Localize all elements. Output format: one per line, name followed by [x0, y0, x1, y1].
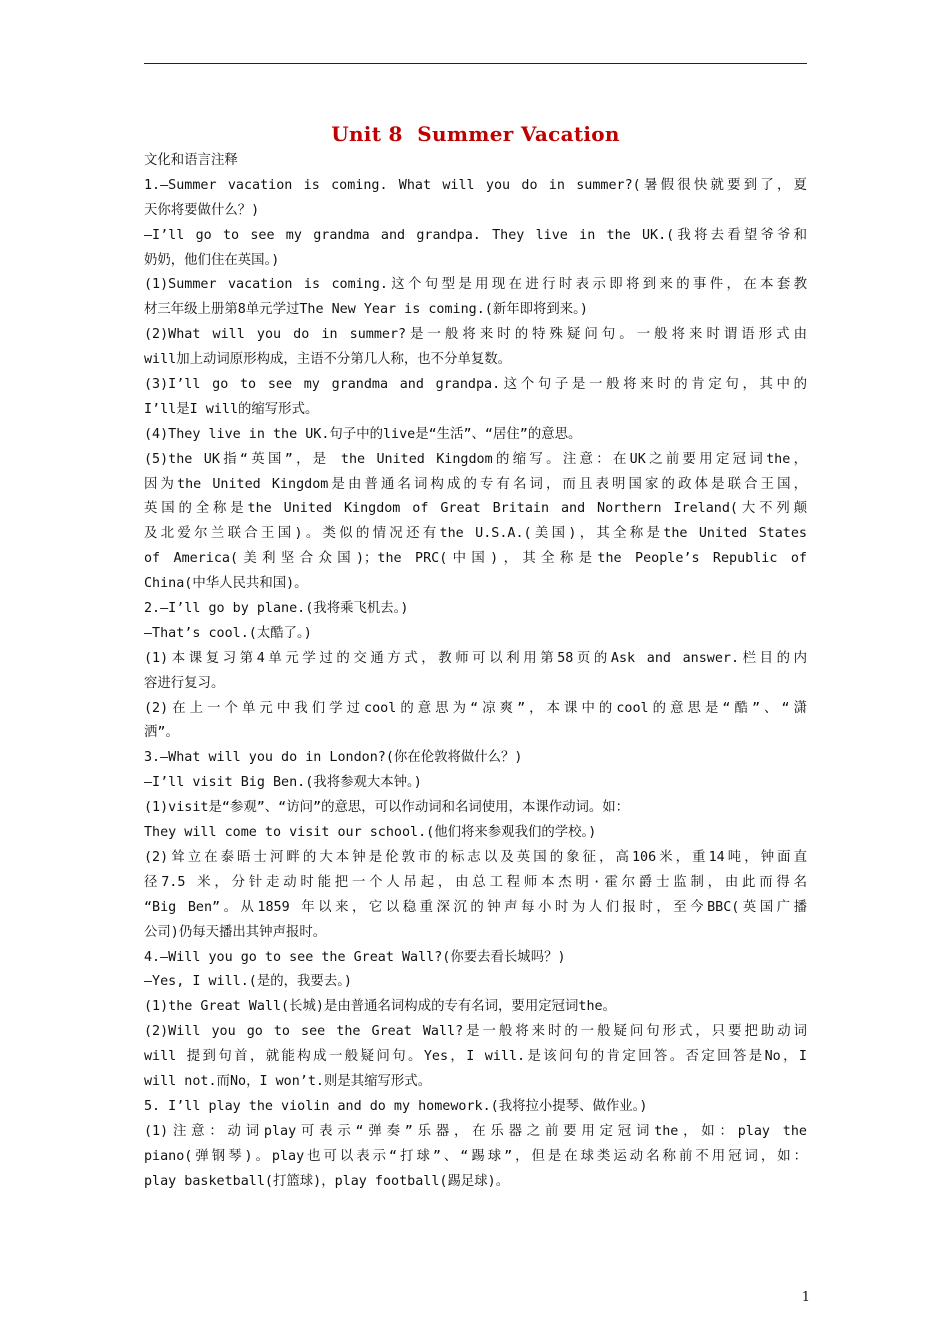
text-line: 2.—I’ll go by plane.(我将乘飞机去。) [144, 601, 409, 617]
text-line: (1)Summer vacation is coming.这个句型是用现在进行时表示即将到来的事件，在本套教 [144, 277, 807, 293]
text-line: 英国的全称是the United Kingdom of Great Britain and Northern Ireland(大不列颠 [144, 501, 807, 517]
document-body [144, 149, 807, 1194]
text-line: 公司)仍每天播出其钟声报时。 [144, 924, 327, 940]
text-line: (4)They live in the UK.句子中的live是“生活”、“居住”的意思。 [144, 426, 582, 442]
text-line: 文化和语言注释 [144, 153, 238, 168]
text-line: —That’s cool.(太酷了。) [144, 625, 312, 641]
text-line: 材三年级上册第8单元学过The New Year is coming.(新年即将到来。) [144, 302, 588, 318]
text-line: 因为the United Kingdom是由普通名词构成的专有名词，而且表明国家的政体是联合王国， [144, 476, 807, 492]
text-line: (3)I’ll go to see my grandma and grandpa.这个句子是一般将来时的肯定句，其中的 [144, 377, 807, 393]
text-line: 径7.5 米，分针走动时能把一个人吊起，由总工程师本杰明·霍尔爵士监制，由此而得名 [144, 874, 807, 890]
text-line: 3.—What will you do in London?(你在伦敦将做什么？) [144, 750, 523, 766]
text-line: (5)the UK指“英国”，是 the United Kingdom的缩写。注意：在UK之前要用定冠词the， [144, 451, 807, 467]
text-line: 容进行复习。 [144, 675, 225, 691]
text-line: piano(弹钢琴)。play也可以表示“打球”、“踢球”，但是在球类运动名称前不用冠词，如： [144, 1148, 807, 1164]
text-line: will not.而No，I won’t.则是其缩写形式。 [144, 1073, 432, 1089]
text-line: China(中华人民共和国)。 [144, 576, 308, 592]
text-line: (1)注意：动词play可表示“弹奏”乐器，在乐器之前要用定冠词the，如：play the [144, 1123, 807, 1139]
header-rule [144, 63, 807, 64]
text-line: (2)耸立在泰晤士河畔的大本钟是伦敦市的标志以及英国的象征，高106米，重14吨，钟面直 [144, 849, 807, 865]
text-line: 天你将要做什么？) [144, 202, 260, 218]
text-line: I’ll是I will的缩写形式。 [144, 401, 319, 417]
text-line: “Big Ben”。从1859 年以来，它以稳重深沉的钟声每小时为人们报时，至今BBC(英国广播 [144, 899, 807, 915]
text-line: play basketball(打篮球)，play football(踢足球)。 [144, 1173, 510, 1189]
text-line: 4.—Will you go to see the Great Wall?(你要去看长城吗？) [144, 949, 566, 965]
text-line: will加上动词原形构成，主语不分第几人称，也不分单复数。 [144, 352, 512, 368]
text-line: 1.—Summer vacation is coming. What will you do in summer?(暑假很快就要到了，夏 [144, 177, 807, 193]
text-line: will 提到句首，就能构成一般疑问句。Yes，I will.是该问句的肯定回答。否定回答是No，I [144, 1049, 807, 1065]
text-line: (2)在上一个单元中我们学过cool的意思为“凉爽”，本课中的cool的意思是“酷”、“潇 [144, 700, 807, 716]
page-title: Unit 8 Summer Vacation [331, 122, 620, 146]
text-line: (2)What will you do in summer?是一般将来时的特殊疑问句。一般将来时谓语形式由 [144, 327, 807, 343]
text-line: —I’ll go to see my grandma and grandpa. They live in the UK.(我将去看望爷爷和 [144, 227, 807, 243]
text-line: of America(美利坚合众国)；the PRC(中国)，其全称是the People’s Republic of [144, 551, 807, 567]
text-line: —Yes, I will.(是的，我要去。) [144, 974, 352, 990]
text-line: 5. I’ll play the violin and do my homework.(我将拉小提琴、做作业。) [144, 1098, 648, 1114]
page-number: 1 [801, 1290, 810, 1305]
text-line: 洒”。 [144, 725, 179, 741]
text-line: They will come to visit our school.(他们将来参观我们的学校。) [144, 825, 597, 841]
text-line: (1)the Great Wall(长城)是由普通名词构成的专有名词，要用定冠词the。 [144, 999, 616, 1015]
text-line: (1)visit是“参观”、“访问”的意思，可以作动词和名词使用，本课作动词。如： [144, 800, 630, 816]
text-line: (2)Will you go to see the Great Wall?是一般将来时的一般疑问句形式，只要把助动词 [144, 1024, 807, 1040]
text-line: 奶奶，他们住在英国。) [144, 252, 280, 268]
text-line: (1)本课复习第4单元学过的交通方式，教师可以利用第58页的Ask and answer.栏目的内 [144, 650, 807, 666]
text-line: —I’ll visit Big Ben.(我将参观大本钟。) [144, 775, 422, 791]
text-line: 及北爱尔兰联合王国)。类似的情况还有the U.S.A.(美国)，其全称是the United States [144, 526, 807, 542]
